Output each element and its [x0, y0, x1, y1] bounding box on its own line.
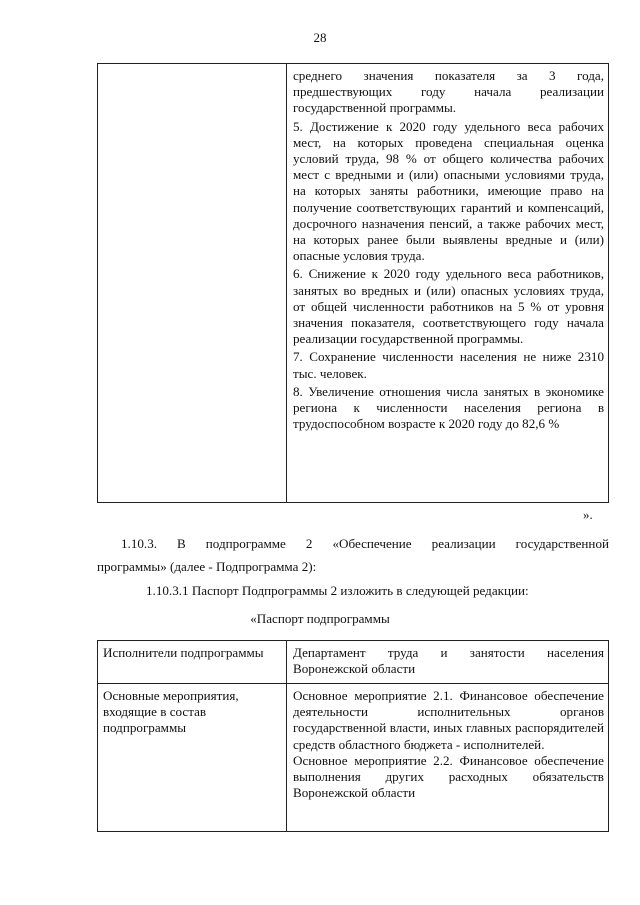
page-number: 28	[313, 30, 327, 45]
main-activity-2-1: Основное мероприятие 2.1. Финансовое обеспечение деятельности исполнительных органов государственной власти, иных главных распорядителей средств областного бюджета - исполнителей.	[293, 688, 604, 752]
passport-heading: «Паспорт подпрограммы	[250, 611, 390, 626]
indicator-paragraph-8: 8. Увеличение отношения числа занятых в экономике региона к численности населения региона в трудоспособном возрасте к 2020 году до 82,6 %	[293, 383, 604, 432]
indicator-paragraph-4-tail: среднего значения показателя за 3 года, предшествующих году начала реализации государственной программы.	[293, 68, 604, 116]
main-activities-label: Основные мероприятия, входящие в состав подпрограммы	[103, 688, 239, 736]
table-row-divider	[98, 683, 608, 684]
closing-quote-mark: ».	[583, 507, 593, 522]
indicator-paragraph-5: 5. Достижение к 2020 году удельного веса рабочих мест, на которых проведена специальная оценка условий труда, 98 % от общего количества рабочих мест с вредными и (или) опасными условиями труда, на которых заняты работники, имеющие право на получение соответствующих гарантий и компенсаций, досрочного назначения пенсий, а также рабочих мест, на которых ранее были выявлены вредные и (или) опасные условия труда.	[293, 118, 604, 264]
indicators-continuation-table	[97, 63, 609, 503]
table-column-divider	[286, 641, 287, 831]
executors-label-cell	[103, 645, 281, 661]
amendment-clause-line-1: 1.10.3. В подпрограмме 2 «Обеспечение реализации государственной	[121, 536, 609, 551]
subprogram-passport-table	[97, 640, 609, 832]
executors-value: Департамент труда и занятости населения Воронежской области	[293, 645, 604, 677]
indicator-paragraph-6: 6. Снижение к 2020 году удельного веса работников, занятых во вредных и (или) опасных условиях труда, от общей численности работников на 5 % от уровня значения показателя, соответствующего году начала реализации государственной программы.	[293, 266, 604, 347]
main-activities-label-cell	[103, 688, 281, 737]
executors-value-cell	[293, 645, 604, 677]
executors-label: Исполнители подпрограммы	[103, 645, 264, 660]
table-column-divider	[286, 64, 287, 502]
amendment-subclause: 1.10.3.1 Паспорт Подпрограммы 2 изложить в следующей редакции:	[146, 583, 529, 598]
main-activities-value-cell	[293, 688, 604, 801]
indicators-cell	[293, 68, 604, 432]
indicator-paragraph-7: 7. Сохранение численности населения не ниже 2310 тыс. человек.	[293, 349, 604, 381]
amendment-clause-line-2: программы» (далее - Подпрограмма 2):	[97, 559, 317, 574]
main-activity-2-2: Основное мероприятие 2.2. Финансовое обеспечение выполнения других расходных обязательств Воронежской области	[293, 752, 604, 801]
